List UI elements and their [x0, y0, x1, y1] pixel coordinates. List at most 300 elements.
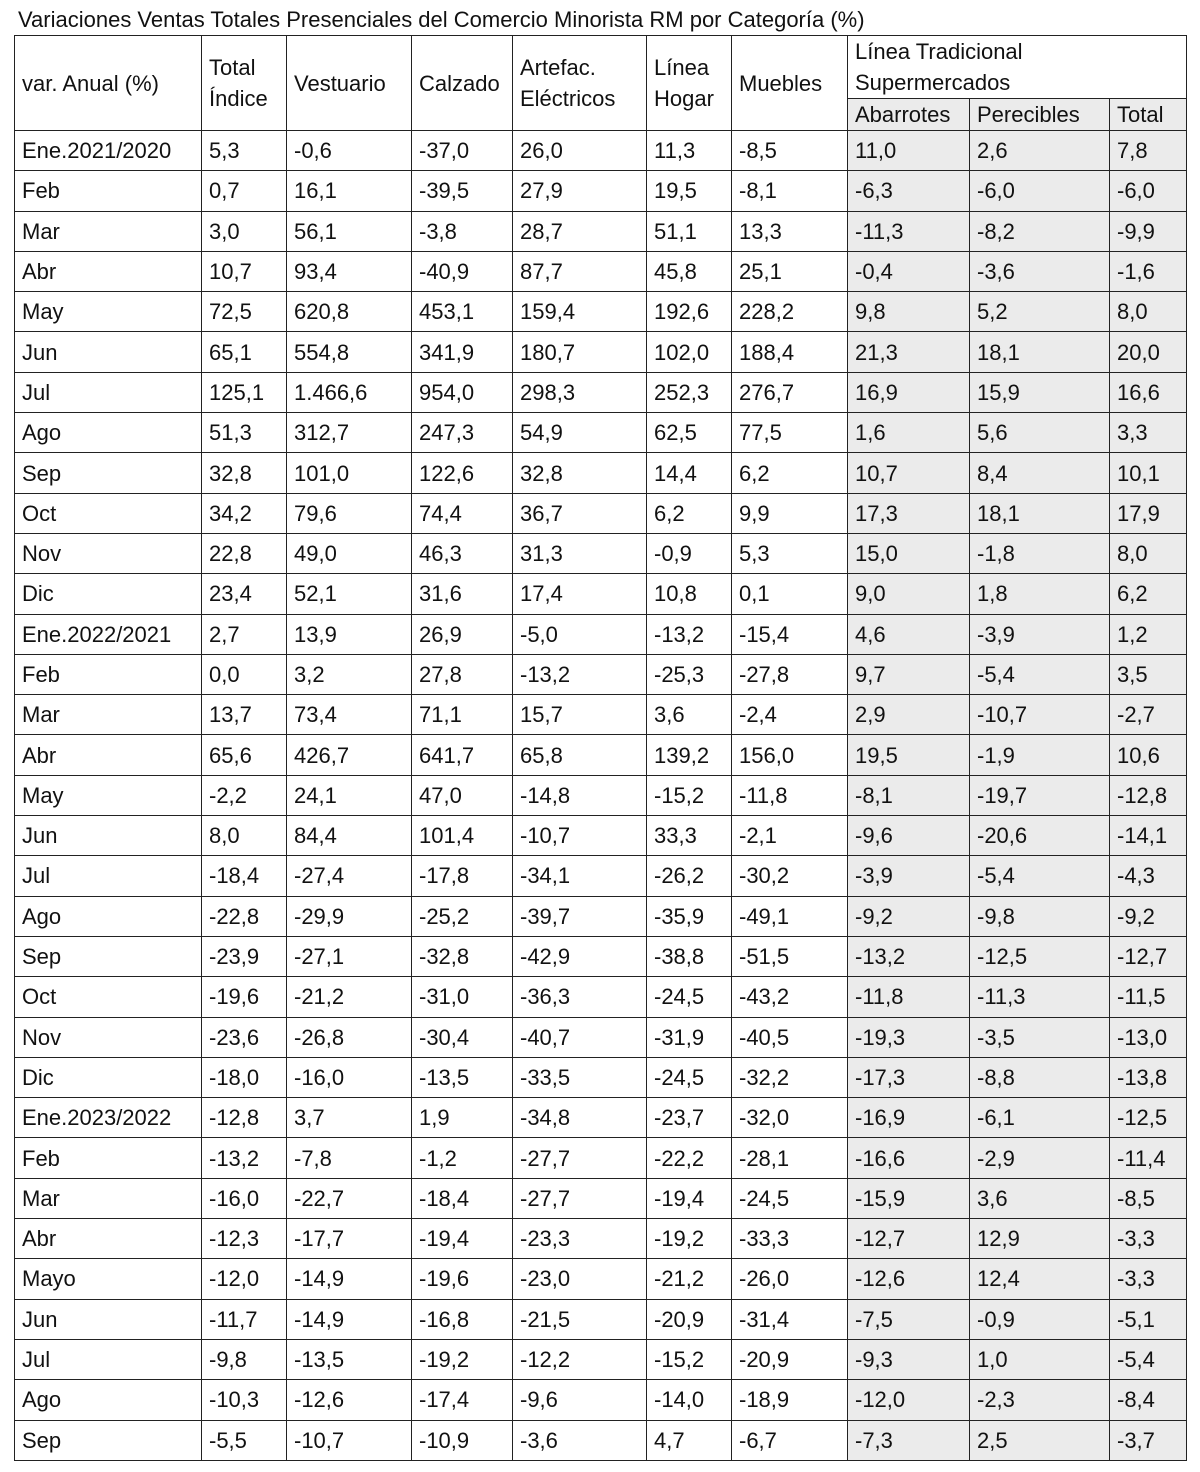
cell-period: Abr — [15, 1219, 202, 1259]
cell-calzado: -10,9 — [412, 1420, 513, 1460]
cell-vestuario: 79,6 — [287, 493, 412, 533]
cell-vestuario: -7,8 — [287, 1138, 412, 1178]
cell-calzado: -30,4 — [412, 1017, 513, 1057]
table-row — [15, 816, 1187, 856]
cell-abarrotes: -16,9 — [848, 1098, 970, 1138]
cell-vestuario: 3,7 — [287, 1098, 412, 1138]
cell-perecibles: -8,8 — [970, 1057, 1110, 1097]
cell-linea-hogar: -35,9 — [647, 896, 732, 936]
cell-artefactos: -13,2 — [513, 654, 647, 694]
cell-abarrotes: -12,6 — [848, 1259, 970, 1299]
cell-total-indice: -18,0 — [202, 1057, 287, 1097]
table-row — [15, 1178, 1187, 1218]
cell-linea-hogar: 51,1 — [647, 211, 732, 251]
header-perecibles: Perecibles — [970, 99, 1110, 131]
cell-muebles: 228,2 — [732, 292, 848, 332]
table-row — [15, 856, 1187, 896]
cell-total: -9,9 — [1110, 211, 1187, 251]
header-artefactos: Artefac. Eléctricos — [513, 36, 647, 131]
cell-vestuario: 93,4 — [287, 251, 412, 291]
cell-artefactos: 26,0 — [513, 131, 647, 171]
cell-vestuario: -17,7 — [287, 1219, 412, 1259]
cell-linea-hogar: 192,6 — [647, 292, 732, 332]
cell-total: -11,5 — [1110, 977, 1187, 1017]
cell-perecibles: -3,5 — [970, 1017, 1110, 1057]
cell-calzado: 74,4 — [412, 493, 513, 533]
cell-period: Jun — [15, 816, 202, 856]
table-row — [15, 1380, 1187, 1420]
table-row — [15, 1219, 1187, 1259]
cell-total-indice: -23,6 — [202, 1017, 287, 1057]
table-row — [15, 453, 1187, 493]
cell-calzado: -17,4 — [412, 1380, 513, 1420]
cell-artefactos: -27,7 — [513, 1178, 647, 1218]
cell-artefactos: -42,9 — [513, 936, 647, 976]
cell-total-indice: -18,4 — [202, 856, 287, 896]
cell-artefactos: -40,7 — [513, 1017, 647, 1057]
cell-artefactos: 28,7 — [513, 211, 647, 251]
cell-vestuario: -22,7 — [287, 1178, 412, 1218]
cell-calzado: -13,5 — [412, 1057, 513, 1097]
header-muebles: Muebles — [732, 36, 848, 131]
header-abarrotes: Abarrotes — [848, 99, 970, 131]
cell-linea-hogar: -15,2 — [647, 775, 732, 815]
table-title: Variaciones Ventas Totales Presenciales del Comercio Minorista RM por Categoría (%) — [18, 7, 865, 32]
cell-calzado: -1,2 — [412, 1138, 513, 1178]
cell-total: 3,5 — [1110, 654, 1187, 694]
cell-total-indice: 22,8 — [202, 533, 287, 573]
cell-linea-hogar: 3,6 — [647, 695, 732, 735]
cell-calzado: -17,8 — [412, 856, 513, 896]
cell-total: -9,2 — [1110, 896, 1187, 936]
cell-abarrotes: -7,5 — [848, 1299, 970, 1339]
cell-total-indice: 34,2 — [202, 493, 287, 533]
cell-perecibles: -5,4 — [970, 654, 1110, 694]
cell-abarrotes: 2,9 — [848, 695, 970, 735]
table-row — [15, 131, 1187, 171]
cell-calzado: -31,0 — [412, 977, 513, 1017]
cell-abarrotes: -0,4 — [848, 251, 970, 291]
cell-perecibles: 5,2 — [970, 292, 1110, 332]
cell-vestuario: -29,9 — [287, 896, 412, 936]
cell-perecibles: 12,4 — [970, 1259, 1110, 1299]
header-calzado: Calzado — [412, 36, 513, 131]
cell-total: -13,8 — [1110, 1057, 1187, 1097]
cell-artefactos: -34,8 — [513, 1098, 647, 1138]
table-row — [15, 614, 1187, 654]
cell-perecibles: -2,3 — [970, 1380, 1110, 1420]
cell-muebles: -32,2 — [732, 1057, 848, 1097]
cell-artefactos: 31,3 — [513, 533, 647, 573]
cell-total-indice: 8,0 — [202, 816, 287, 856]
cell-calzado: 101,4 — [412, 816, 513, 856]
cell-artefactos: -27,7 — [513, 1138, 647, 1178]
cell-total: -5,1 — [1110, 1299, 1187, 1339]
cell-perecibles: -6,1 — [970, 1098, 1110, 1138]
cell-calzado: -37,0 — [412, 131, 513, 171]
cell-linea-hogar: -0,9 — [647, 533, 732, 573]
cell-muebles: 6,2 — [732, 453, 848, 493]
cell-muebles: -28,1 — [732, 1138, 848, 1178]
cell-abarrotes: -11,8 — [848, 977, 970, 1017]
cell-abarrotes: -12,7 — [848, 1219, 970, 1259]
cell-calzado: 1,9 — [412, 1098, 513, 1138]
cell-linea-hogar: -19,2 — [647, 1219, 732, 1259]
table-row — [15, 251, 1187, 291]
cell-abarrotes: -9,3 — [848, 1339, 970, 1379]
cell-total: -13,0 — [1110, 1017, 1187, 1057]
cell-linea-hogar: 45,8 — [647, 251, 732, 291]
cell-muebles: -40,5 — [732, 1017, 848, 1057]
cell-total: 17,9 — [1110, 493, 1187, 533]
cell-muebles: -20,9 — [732, 1339, 848, 1379]
cell-artefactos: 27,9 — [513, 171, 647, 211]
cell-vestuario: 56,1 — [287, 211, 412, 251]
cell-total: -3,3 — [1110, 1259, 1187, 1299]
cell-vestuario: -27,4 — [287, 856, 412, 896]
cell-perecibles: -12,5 — [970, 936, 1110, 976]
cell-linea-hogar: -20,9 — [647, 1299, 732, 1339]
header-period: var. Anual (%) — [15, 36, 202, 131]
cell-linea-hogar: -38,8 — [647, 936, 732, 976]
cell-total-indice: 65,1 — [202, 332, 287, 372]
header-vestuario: Vestuario — [287, 36, 412, 131]
cell-calzado: -32,8 — [412, 936, 513, 976]
cell-abarrotes: 15,0 — [848, 533, 970, 573]
cell-calzado: -19,2 — [412, 1339, 513, 1379]
cell-vestuario: 3,2 — [287, 654, 412, 694]
cell-muebles: 188,4 — [732, 332, 848, 372]
table-row — [15, 1339, 1187, 1379]
cell-linea-hogar: 11,3 — [647, 131, 732, 171]
cell-abarrotes: 21,3 — [848, 332, 970, 372]
cell-vestuario: 312,7 — [287, 413, 412, 453]
cell-linea-hogar: 139,2 — [647, 735, 732, 775]
cell-calzado: -19,4 — [412, 1219, 513, 1259]
header-group-supermercados: Línea Tradicional Supermercados — [848, 36, 1187, 99]
cell-linea-hogar: -15,2 — [647, 1339, 732, 1379]
cell-muebles: -51,5 — [732, 936, 848, 976]
cell-abarrotes: 4,6 — [848, 614, 970, 654]
cell-artefactos: -14,8 — [513, 775, 647, 815]
cell-total: -5,4 — [1110, 1339, 1187, 1379]
cell-vestuario: 1.466,6 — [287, 372, 412, 412]
table-row — [15, 775, 1187, 815]
cell-calzado: -39,5 — [412, 171, 513, 211]
cell-muebles: 9,9 — [732, 493, 848, 533]
table-row — [15, 695, 1187, 735]
cell-muebles: -43,2 — [732, 977, 848, 1017]
cell-muebles: 25,1 — [732, 251, 848, 291]
cell-abarrotes: -16,6 — [848, 1138, 970, 1178]
cell-period: Feb — [15, 171, 202, 211]
cell-muebles: 77,5 — [732, 413, 848, 453]
cell-calzado: 453,1 — [412, 292, 513, 332]
cell-muebles: 5,3 — [732, 533, 848, 573]
cell-period: Oct — [15, 493, 202, 533]
cell-period: Ene.2023/2022 — [15, 1098, 202, 1138]
table-row — [15, 493, 1187, 533]
cell-perecibles: 1,8 — [970, 574, 1110, 614]
cell-calzado: 31,6 — [412, 574, 513, 614]
cell-artefactos: -10,7 — [513, 816, 647, 856]
cell-artefactos: -34,1 — [513, 856, 647, 896]
cell-perecibles: -8,2 — [970, 211, 1110, 251]
cell-muebles: 0,1 — [732, 574, 848, 614]
cell-muebles: -11,8 — [732, 775, 848, 815]
cell-artefactos: -5,0 — [513, 614, 647, 654]
table-row — [15, 1259, 1187, 1299]
cell-vestuario: -13,5 — [287, 1339, 412, 1379]
cell-total: -8,5 — [1110, 1178, 1187, 1218]
cell-perecibles: -20,6 — [970, 816, 1110, 856]
cell-calzado: 27,8 — [412, 654, 513, 694]
cell-total-indice: -13,2 — [202, 1138, 287, 1178]
cell-perecibles: 2,6 — [970, 131, 1110, 171]
cell-abarrotes: 10,7 — [848, 453, 970, 493]
cell-perecibles: 18,1 — [970, 332, 1110, 372]
cell-abarrotes: -19,3 — [848, 1017, 970, 1057]
cell-linea-hogar: -31,9 — [647, 1017, 732, 1057]
cell-muebles: -6,7 — [732, 1420, 848, 1460]
cell-artefactos: 180,7 — [513, 332, 647, 372]
cell-total: -12,5 — [1110, 1098, 1187, 1138]
cell-total: -12,8 — [1110, 775, 1187, 815]
cell-period: Oct — [15, 977, 202, 1017]
cell-linea-hogar: 252,3 — [647, 372, 732, 412]
cell-period: Ago — [15, 413, 202, 453]
cell-muebles: -15,4 — [732, 614, 848, 654]
cell-total: 10,6 — [1110, 735, 1187, 775]
table-row — [15, 1057, 1187, 1097]
cell-abarrotes: -7,3 — [848, 1420, 970, 1460]
cell-period: Dic — [15, 1057, 202, 1097]
cell-calzado: -25,2 — [412, 896, 513, 936]
cell-calzado: 341,9 — [412, 332, 513, 372]
cell-total-indice: 3,0 — [202, 211, 287, 251]
cell-calzado: -19,6 — [412, 1259, 513, 1299]
table-row — [15, 1098, 1187, 1138]
cell-artefactos: -21,5 — [513, 1299, 647, 1339]
cell-linea-hogar: -19,4 — [647, 1178, 732, 1218]
cell-calzado: 46,3 — [412, 533, 513, 573]
cell-artefactos: -36,3 — [513, 977, 647, 1017]
cell-vestuario: 16,1 — [287, 171, 412, 211]
cell-artefactos: 65,8 — [513, 735, 647, 775]
cell-vestuario: -10,7 — [287, 1420, 412, 1460]
cell-muebles: -24,5 — [732, 1178, 848, 1218]
cell-muebles: 156,0 — [732, 735, 848, 775]
cell-total-indice: 23,4 — [202, 574, 287, 614]
cell-calzado: 122,6 — [412, 453, 513, 493]
cell-vestuario: 554,8 — [287, 332, 412, 372]
cell-vestuario: 426,7 — [287, 735, 412, 775]
cell-total: -2,7 — [1110, 695, 1187, 735]
cell-total-indice: 32,8 — [202, 453, 287, 493]
cell-perecibles: -0,9 — [970, 1299, 1110, 1339]
cell-abarrotes: 11,0 — [848, 131, 970, 171]
cell-total-indice: 65,6 — [202, 735, 287, 775]
cell-muebles: -31,4 — [732, 1299, 848, 1339]
cell-muebles: -26,0 — [732, 1259, 848, 1299]
table-row — [15, 936, 1187, 976]
cell-abarrotes: 9,7 — [848, 654, 970, 694]
cell-total-indice: -9,8 — [202, 1339, 287, 1379]
cell-vestuario: 49,0 — [287, 533, 412, 573]
cell-perecibles: -9,8 — [970, 896, 1110, 936]
cell-artefactos: 87,7 — [513, 251, 647, 291]
cell-calzado: -3,8 — [412, 211, 513, 251]
table-row — [15, 1138, 1187, 1178]
cell-abarrotes: -3,9 — [848, 856, 970, 896]
cell-period: Ene.2022/2021 — [15, 614, 202, 654]
cell-period: Sep — [15, 1420, 202, 1460]
cell-abarrotes: -8,1 — [848, 775, 970, 815]
cell-abarrotes: -15,9 — [848, 1178, 970, 1218]
cell-linea-hogar: -24,5 — [647, 1057, 732, 1097]
cell-artefactos: -33,5 — [513, 1057, 647, 1097]
cell-period: Nov — [15, 1017, 202, 1057]
cell-perecibles: 8,4 — [970, 453, 1110, 493]
cell-vestuario: -12,6 — [287, 1380, 412, 1420]
cell-calzado: 641,7 — [412, 735, 513, 775]
header-total-indice: Total Índice — [202, 36, 287, 131]
cell-linea-hogar: 62,5 — [647, 413, 732, 453]
cell-artefactos: -3,6 — [513, 1420, 647, 1460]
cell-total: 8,0 — [1110, 292, 1187, 332]
cell-period: Abr — [15, 735, 202, 775]
cell-calzado: 71,1 — [412, 695, 513, 735]
cell-muebles: 276,7 — [732, 372, 848, 412]
cell-linea-hogar: -14,0 — [647, 1380, 732, 1420]
cell-linea-hogar: -26,2 — [647, 856, 732, 896]
cell-total-indice: -16,0 — [202, 1178, 287, 1218]
cell-linea-hogar: 14,4 — [647, 453, 732, 493]
cell-period: May — [15, 292, 202, 332]
table-row — [15, 896, 1187, 936]
cell-period: Sep — [15, 453, 202, 493]
cell-total-indice: -10,3 — [202, 1380, 287, 1420]
cell-total: -3,3 — [1110, 1219, 1187, 1259]
cell-perecibles: -2,9 — [970, 1138, 1110, 1178]
cell-perecibles: 18,1 — [970, 493, 1110, 533]
cell-total: -12,7 — [1110, 936, 1187, 976]
cell-perecibles: -5,4 — [970, 856, 1110, 896]
cell-perecibles: -19,7 — [970, 775, 1110, 815]
cell-abarrotes: 19,5 — [848, 735, 970, 775]
cell-artefactos: 298,3 — [513, 372, 647, 412]
cell-muebles: -18,9 — [732, 1380, 848, 1420]
cell-artefactos: 32,8 — [513, 453, 647, 493]
cell-period: Jul — [15, 1339, 202, 1379]
header-total: Total — [1110, 99, 1187, 131]
cell-period: Nov — [15, 533, 202, 573]
cell-abarrotes: -13,2 — [848, 936, 970, 976]
table-row — [15, 372, 1187, 412]
cell-vestuario: -27,1 — [287, 936, 412, 976]
cell-total-indice: -2,2 — [202, 775, 287, 815]
cell-total: 16,6 — [1110, 372, 1187, 412]
cell-muebles: -30,2 — [732, 856, 848, 896]
cell-period: Sep — [15, 936, 202, 976]
cell-perecibles: -3,9 — [970, 614, 1110, 654]
cell-muebles: -2,4 — [732, 695, 848, 735]
cell-period: Jun — [15, 332, 202, 372]
cell-linea-hogar: -13,2 — [647, 614, 732, 654]
cell-vestuario: 13,9 — [287, 614, 412, 654]
cell-total: 1,2 — [1110, 614, 1187, 654]
table-row — [15, 171, 1187, 211]
cell-muebles: -8,1 — [732, 171, 848, 211]
cell-period: Dic — [15, 574, 202, 614]
cell-total: -11,4 — [1110, 1138, 1187, 1178]
table-row — [15, 735, 1187, 775]
cell-vestuario: 73,4 — [287, 695, 412, 735]
cell-artefactos: -12,2 — [513, 1339, 647, 1379]
cell-period: Feb — [15, 654, 202, 694]
table-body — [15, 131, 1187, 1461]
table-row — [15, 332, 1187, 372]
cell-vestuario: -0,6 — [287, 131, 412, 171]
cell-calzado: 26,9 — [412, 614, 513, 654]
cell-abarrotes: 9,0 — [848, 574, 970, 614]
cell-perecibles: -1,9 — [970, 735, 1110, 775]
cell-total: -8,4 — [1110, 1380, 1187, 1420]
cell-period: Mar — [15, 211, 202, 251]
cell-linea-hogar: 10,8 — [647, 574, 732, 614]
table-row — [15, 292, 1187, 332]
cell-linea-hogar: -21,2 — [647, 1259, 732, 1299]
cell-linea-hogar: 102,0 — [647, 332, 732, 372]
cell-linea-hogar: -23,7 — [647, 1098, 732, 1138]
cell-abarrotes: 9,8 — [848, 292, 970, 332]
cell-perecibles: 5,6 — [970, 413, 1110, 453]
cell-perecibles: -11,3 — [970, 977, 1110, 1017]
cell-total-indice: 2,7 — [202, 614, 287, 654]
sales-variation-table — [14, 35, 1187, 1461]
cell-period: Jul — [15, 372, 202, 412]
cell-period: Feb — [15, 1138, 202, 1178]
cell-abarrotes: 17,3 — [848, 493, 970, 533]
table-row — [15, 533, 1187, 573]
cell-vestuario: -16,0 — [287, 1057, 412, 1097]
cell-artefactos: 54,9 — [513, 413, 647, 453]
cell-vestuario: 24,1 — [287, 775, 412, 815]
cell-total-indice: -23,9 — [202, 936, 287, 976]
cell-period: May — [15, 775, 202, 815]
cell-perecibles: 1,0 — [970, 1339, 1110, 1379]
table-row — [15, 574, 1187, 614]
cell-calzado: 954,0 — [412, 372, 513, 412]
cell-total-indice: 5,3 — [202, 131, 287, 171]
cell-calzado: -40,9 — [412, 251, 513, 291]
table-row — [15, 977, 1187, 1017]
cell-period: Abr — [15, 251, 202, 291]
cell-period: Mar — [15, 695, 202, 735]
cell-calzado: -18,4 — [412, 1178, 513, 1218]
cell-total: 20,0 — [1110, 332, 1187, 372]
cell-total-indice: 125,1 — [202, 372, 287, 412]
cell-perecibles: -10,7 — [970, 695, 1110, 735]
cell-total: 8,0 — [1110, 533, 1187, 573]
cell-muebles: -49,1 — [732, 896, 848, 936]
cell-vestuario: -14,9 — [287, 1299, 412, 1339]
cell-period: Mayo — [15, 1259, 202, 1299]
cell-artefactos: -23,3 — [513, 1219, 647, 1259]
cell-abarrotes: 16,9 — [848, 372, 970, 412]
cell-vestuario: -14,9 — [287, 1259, 412, 1299]
cell-artefactos: -23,0 — [513, 1259, 647, 1299]
